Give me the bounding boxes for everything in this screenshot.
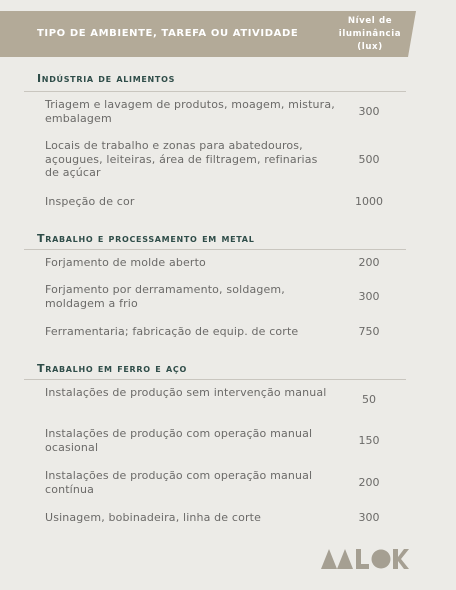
row-description: Forjamento de molde aberto [45, 256, 206, 269]
row-lux-value: 300 [358, 105, 380, 118]
row-lux-value: 50 [362, 393, 376, 406]
row-description: Instalações de produção com operação manual contínua [45, 469, 313, 496]
row-description: Locais de trabalho e zonas para abatedouros, açougues, leiteiras, área de filtragem, refinarias de açúcar [45, 139, 318, 180]
row-lux-value: 300 [358, 511, 380, 524]
section-divider [24, 379, 406, 380]
row-description: Inspeção de cor [45, 195, 135, 208]
row-lux-value: 200 [358, 476, 380, 489]
row-lux-value: 1000 [355, 195, 383, 208]
section-title-metal-processing: Trabalho e processamento em metal [37, 232, 255, 245]
row-lux-value: 150 [358, 434, 380, 447]
row-description: Forjamento por derramamento, soldagem, moldagem a frio [45, 283, 285, 310]
section-divider [24, 249, 406, 250]
row-description: Instalações de produção sem intervenção manual [45, 386, 327, 399]
section-divider [24, 91, 406, 92]
row-lux-value: 300 [358, 290, 380, 303]
row-lux-value: 500 [358, 153, 380, 166]
row-description: Triagem e lavagem de produtos, moagem, mistura, embalagem [45, 98, 335, 125]
table-header [0, 11, 456, 57]
header-illuminance-line2: iluminância [338, 29, 402, 39]
row-description: Instalações de produção com operação manual ocasional [45, 427, 313, 454]
header-activity-label: TIPO DE AMBIENTE, TAREFA OU ATIVIDADE [37, 28, 299, 39]
row-description: Usinagem, bobinadeira, linha de corte [45, 511, 262, 524]
header-illuminance-label [326, 15, 414, 54]
header-illuminance-line1: Nível de [347, 16, 393, 26]
row-lux-value: 750 [358, 325, 380, 338]
row-lux-value: 200 [358, 256, 380, 269]
row-description: Ferramentaria; fabricação de equip. de corte [45, 325, 299, 338]
aalok-logo-icon [319, 546, 409, 572]
header-illuminance-line3: (lux) [357, 42, 383, 52]
section-title-food-industry: Indústria de alimentos [37, 72, 176, 85]
section-title-iron-steel: Trabalho em ferro e aço [37, 362, 187, 375]
